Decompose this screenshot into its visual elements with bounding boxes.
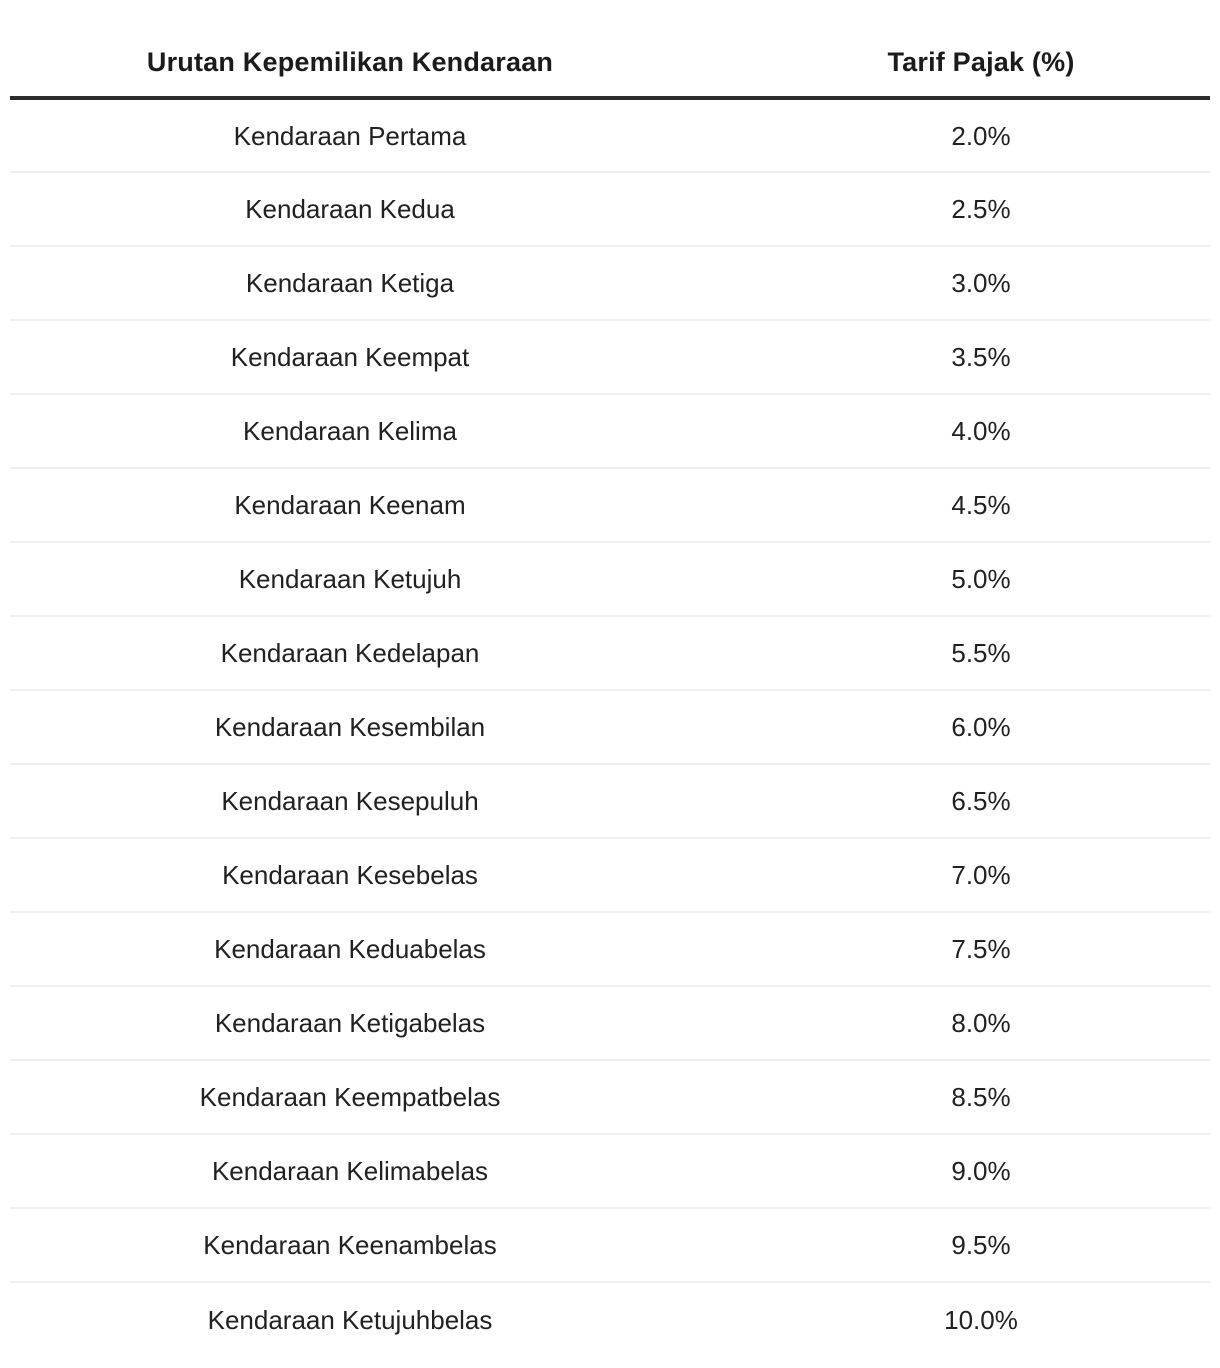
vehicle-order-cell: Kendaraan Ketigabelas [10,986,690,1060]
table-row [10,1134,1210,1208]
tax-rate-cell: 2.5% [690,172,1210,246]
vehicle-order-cell: Kendaraan Kelima [10,394,690,468]
table-row [10,1208,1210,1282]
table-row [10,394,1210,468]
tax-rate-cell: 7.5% [690,912,1210,986]
table-row [10,690,1210,764]
tax-rate-cell: 8.5% [690,1060,1210,1134]
table-row [10,246,1210,320]
vehicle-order-cell: Kendaraan Keempatbelas [10,1060,690,1134]
vehicle-order-cell: Kendaraan Kesembilan [10,690,690,764]
table-row [10,542,1210,616]
vehicle-order-cell: Kendaraan Kesebelas [10,838,690,912]
column-header-vehicle-order: Urutan Kepemilikan Kendaraan [10,0,690,98]
table-row [10,986,1210,1060]
table-row [10,616,1210,690]
tax-rate-cell: 2.0% [690,98,1210,172]
tax-rate-cell: 6.0% [690,690,1210,764]
tax-rate-cell: 5.0% [690,542,1210,616]
vehicle-order-cell: Kendaraan Keenambelas [10,1208,690,1282]
table-header [10,0,1210,98]
tax-rate-cell: 6.5% [690,764,1210,838]
column-header-tax-rate: Tarif Pajak (%) [690,0,1210,98]
vehicle-order-cell: Kendaraan Kelimabelas [10,1134,690,1208]
tax-rate-cell: 10.0% [944,1304,1018,1335]
table-row [10,1060,1210,1134]
header-row [10,0,1210,98]
vehicle-order-cell: Kendaraan Kedelapan [10,616,690,690]
vehicle-order-cell: Kendaraan Ketujuh [10,542,690,616]
table-row [10,320,1210,394]
vehicle-order-cell: Kendaraan Ketujuhbelas [207,1304,493,1335]
tax-rate-cell: 3.0% [690,246,1210,320]
table-row [10,912,1210,986]
vehicle-order-cell: Kendaraan Ketiga [10,246,690,320]
vehicle-order-cell: Kendaraan Keduabelas [10,912,690,986]
tax-rate-cell: 9.5% [690,1208,1210,1282]
vehicle-tax-rate-table [10,0,1210,1356]
table-body [10,98,1210,1356]
tax-rate-cell: 7.0% [690,838,1210,912]
tax-rate-cell: 4.5% [690,468,1210,542]
vehicle-order-cell: Kendaraan Kesepuluh [10,764,690,838]
table-row [10,838,1210,912]
tax-rate-cell: 3.5% [690,320,1210,394]
table-row [10,172,1210,246]
vehicle-order-cell: Kendaraan Pertama [10,98,690,172]
tax-rate-cell: 5.5% [690,616,1210,690]
table-row [10,468,1210,542]
table-row [10,764,1210,838]
tax-rate-cell: 9.0% [690,1134,1210,1208]
tax-rate-cell: 8.0% [690,986,1210,1060]
table-row [10,1282,1210,1356]
vehicle-order-cell: Kendaraan Keenam [10,468,690,542]
vehicle-order-cell: Kendaraan Keempat [10,320,690,394]
vehicle-order-cell: Kendaraan Kedua [10,172,690,246]
tax-rate-cell: 4.0% [690,394,1210,468]
table-row [10,98,1210,172]
